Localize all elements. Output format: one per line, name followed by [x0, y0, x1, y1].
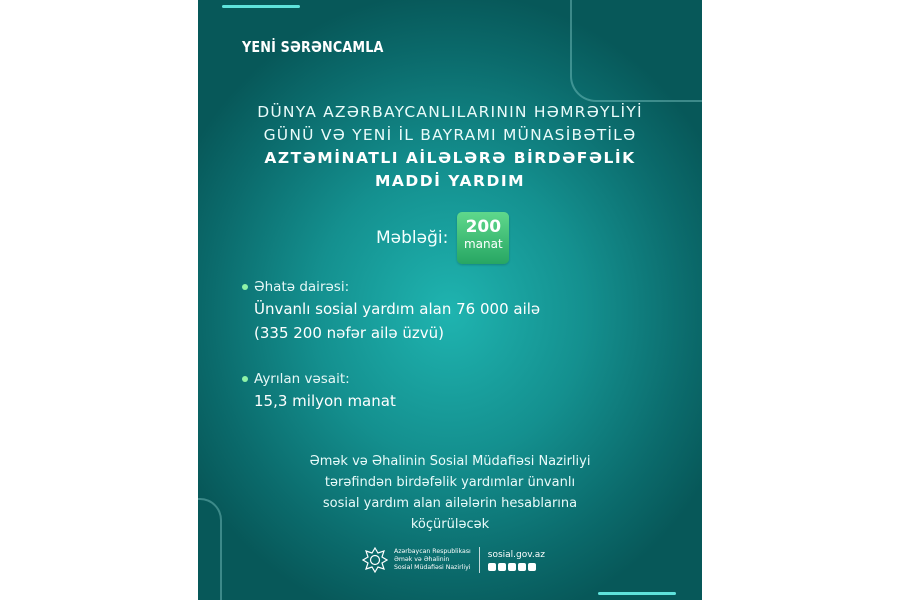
linkedin-icon[interactable]: [528, 563, 536, 571]
messenger-icon[interactable]: [508, 563, 516, 571]
amount-currency: manat: [463, 237, 503, 251]
bottom-accent-line: [598, 592, 676, 595]
note-line-3: sosial yardım alan ailələrin hesablarına: [322, 496, 578, 511]
headline-line-3: AZTƏMİNATLI AİLƏLƏRƏ BİRDƏFƏLİK: [264, 149, 636, 167]
coverage-value-line-1: Ünvanlı sosial yardım alan 76 000 ailə: [254, 300, 541, 318]
footer-divider: [479, 547, 480, 573]
note-line-4: köçürüləcək: [410, 517, 490, 532]
headline-line-1: DÜNYA AZƏRBAYCANLILARININ HƏMRƏYLİYİ: [257, 103, 643, 121]
org-line-1: Azərbaycan Respublikası: [394, 548, 471, 555]
top-right-decor-curve: [570, 0, 702, 102]
ministry-emblem-icon: [362, 547, 388, 573]
amount-row: [376, 212, 509, 264]
ministry-note: [198, 451, 702, 535]
coverage-label: [242, 279, 540, 295]
headline-line-2: GÜNÜ VƏ YENİ İL BAYRAMI MÜNASİBƏTİLƏ: [263, 126, 637, 144]
funds-label-text: Ayrılan vəsait:: [254, 371, 350, 387]
coverage-value: [254, 297, 540, 345]
youtube-icon[interactable]: [518, 563, 526, 571]
coverage-value-line-2: (335 200 nəfər ailə üzvü): [254, 324, 444, 342]
funds-value: 15,3 milyon manat: [254, 392, 396, 410]
footer: [362, 547, 545, 573]
funds-label: [242, 371, 396, 387]
instagram-icon[interactable]: [498, 563, 506, 571]
coverage-section: [242, 279, 540, 345]
org-line-2: Əmək və Əhalinin: [394, 556, 450, 563]
headline: [198, 101, 702, 193]
coverage-label-text: Əhatə dairəsi:: [254, 279, 350, 295]
org-line-3: Sosial Müdafiəsi Nazirliyi: [394, 564, 471, 571]
footer-contact: [488, 549, 545, 571]
announcement-card: [198, 0, 702, 600]
amount-label: Məbləği:: [376, 228, 449, 248]
facebook-icon[interactable]: [488, 563, 496, 571]
note-line-2: tərəfindən birdəfəlik yardımlar ünvanlı: [324, 475, 576, 490]
top-accent-line: [222, 5, 300, 8]
new-decree-tag: YENİ SƏRƏNCAMLA: [242, 38, 384, 56]
bullet-icon: [242, 376, 248, 382]
bullet-icon: [242, 284, 248, 290]
amount-badge: [457, 212, 509, 264]
ministry-name: [394, 548, 471, 572]
website-link[interactable]: sosial.gov.az: [487, 550, 545, 560]
funds-section: [242, 371, 396, 413]
note-line-1: Əmək və Əhalinin Sosial Müdafiəsi Nazirliyi: [309, 454, 591, 469]
social-icons: [488, 563, 545, 571]
amount-value: 200: [465, 217, 502, 237]
headline-line-4: MADDİ YARDIM: [374, 172, 526, 190]
